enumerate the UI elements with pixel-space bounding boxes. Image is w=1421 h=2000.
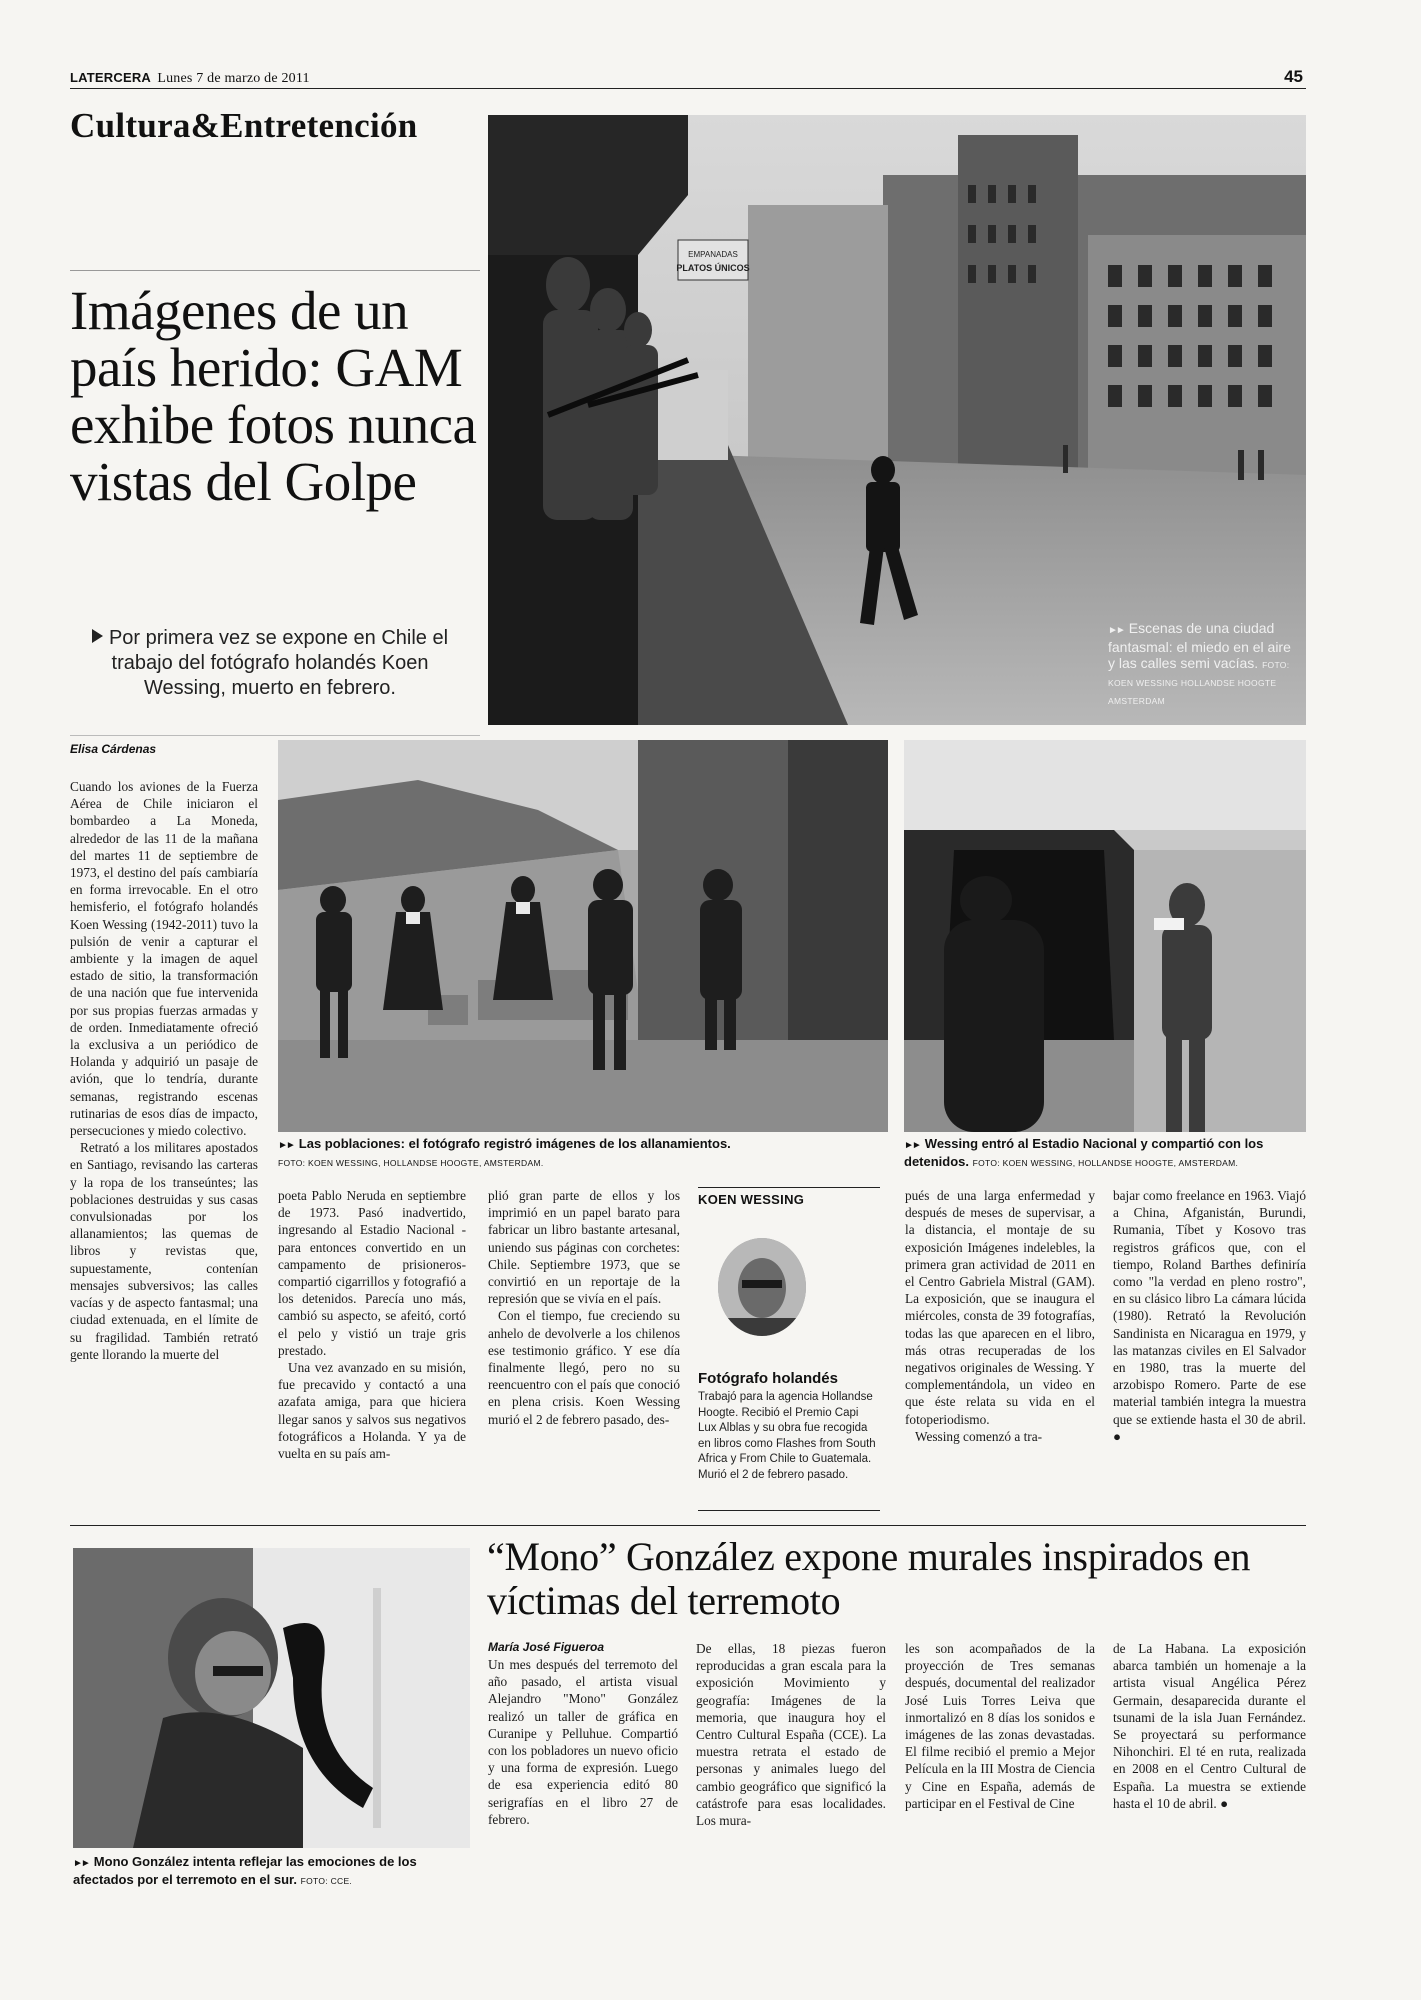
paragraph: Una vez avanzado en su misión, fue precavido y contactó a una azafata amiga, para que hiciera llegar sanos y salvos sus negativos fotográficos a Holanda. Y ya de vuelta en su país am- (278, 1360, 466, 1462)
main-column-5 (1113, 1187, 1306, 1445)
photo-street-soldiers (488, 115, 1306, 725)
top-photo-credit: FOTO: KOEN WESSING HOLLANDSE HOOGTE AMSTERDAM (1108, 660, 1290, 706)
double-arrow-icon: ►► (1108, 625, 1124, 636)
mid-right-caption: ►► Wessing entró al Estadio Nacional y compartió con los detenidos. FOTO: KOEN WESSING, HOLLANDSE HOOGTE, AMSTERDAM. (904, 1136, 1264, 1169)
triangle-bullet-icon (92, 629, 103, 643)
photo-estadio-nacional (904, 740, 1306, 1132)
paragraph: Retrató a los militares apostados en Santiago, revisando las carteras y la ropa de los transeúntes; las poblaciones destruidas y sus casas convulsionadas por los allanamientos; las quemas de libros y revistas que, supuestamente, contenían mensajes subversivos; las calles vacías y de aspecto fantasmal; una ciudad extenuada, en el límite de su fragilidad. También retrató gente llorando la muerte del (70, 1140, 258, 1362)
paragraph: pués de una larga enfermedad y después de meses de supervisar, a la distancia, el montaje de su exposición Imágenes indelebles, la primera gran actividad de 2011 en el Centro Gabriela Mistral (GAM). La exposición, que se inaugura el miércoles, consta de 39 fotografías, todas las que aparecen en el libro, más otras recuperadas de los negativos originales de Wessing. Y complementándola, un video en que éste relata su vida en el fotoperiodismo. (905, 1188, 1095, 1427)
sidebar-bottom-rule (698, 1510, 880, 1511)
paragraph: Un mes después del terremoto del año pasado, el artista visual Alejandro "Mono" González realizó un taller de gráfica en Curanipe y Pelluhue. Compartió con los pobladores un nuevo oficio y una forma de expresión. Luego de esa experiencia editó 80 serigrafías en el libro 27 de febrero. (488, 1657, 678, 1827)
main-column-4 (905, 1187, 1095, 1445)
double-arrow-icon: ►► (904, 1140, 920, 1151)
main-column-3 (488, 1187, 680, 1428)
photo-poblacion-raid (278, 740, 888, 1132)
bottom-caption: ►► Mono González intenta reflejar las emociones de los afectados por el terremoto en el sur. FOTO: CCE. (73, 1854, 417, 1887)
portrait-avatar (718, 1238, 806, 1336)
story-divider (70, 1525, 1306, 1526)
second-column-4 (1113, 1640, 1306, 1812)
paragraph: plió gran parte de ellos y los imprimió en un papel barato para fabricar un libro bastante artesanal, uniendo sus páginas con corchetes: Chile. Septiembre 1973, que se convirtió en un reportaje de la represión que se vivía en el país. (488, 1188, 680, 1307)
deck-text: Por primera vez se expone en Chile el trabajo del fotógrafo holandés Koen Wessing, muerto en febrero. (108, 627, 449, 699)
sidebar-text: Trabajó para la agencia Hollandse Hoogte. Recibió el Premio Capi Lux Alblas y su obra fue recogida en libros como Flashes from South Africa y From Chile to Guatemala. Murió el 2 de febrero pasado. (698, 1391, 876, 1481)
second-headline: “Mono” González expone murales inspirados en víctimas del terremoto (487, 1534, 1251, 1623)
page-number: 45 (1284, 67, 1303, 86)
section-title: Cultura&Entretención (70, 106, 418, 145)
double-arrow-icon: ►► (73, 1858, 89, 1869)
paragraph: Wessing comenzó a tra- (915, 1428, 1043, 1444)
masthead (70, 70, 310, 87)
top-photo-caption: ►► Escenas de una ciudad fantasmal: el miedo en el aire y las calles semi vacías. FOTO: KOEN WESSING HOLLANDSE HOOGTE AMSTERDAM (1108, 620, 1291, 706)
paragraph: les son acompañados de la proyección de Tres semanas después, documental del realizador José Luis Torres Leiva que inmortalizó en 8 días los sonidos e imágenes de las zonas devastadas. El filme recibió el premio a Mejor Película en la III Mostra de Ciencia y Cine en España, además de participar en el Festival de Cine (905, 1641, 1095, 1811)
newspaper-name: LATERCERA (70, 70, 151, 85)
mid-left-credit: FOTO: KOEN WESSING, HOLLANDSE HOOGTE, AMSTERDAM. (278, 1158, 544, 1168)
second-column-2 (696, 1640, 886, 1829)
sidebar-subtitle: Fotógrafo holandés (698, 1370, 838, 1387)
second-byline: María José Figueroa (488, 1640, 605, 1654)
masthead-rule (70, 88, 1306, 89)
main-headline: Imágenes de un país herido: GAM exhibe fotos nunca vistas del Golpe (70, 280, 477, 512)
paragraph: bajar como freelance en 1963. Viajó a China, Afganistán, Burundi, Rumania, Tíbet y Kosovo tras registros gráficos que, con el tiempo, Roland Barthes definiría como "la verdad en pleno rostro", en su clásico libro La cámara lúcida (1980). Retrató la Revolución Sandinista en Nicaragua en 1979, y las matanzas civiles en El Salvador en 1980, tras la muerte del arzobispo Romero. Parte de ese material también integra la muestra que se extiende hasta el 30 de abril. ● (1113, 1188, 1306, 1444)
svg-text:PLATOS ÚNICOS: PLATOS ÚNICOS (676, 263, 750, 273)
photo-mono-gonzalez (73, 1548, 470, 1848)
sidebar-title: KOEN WESSING (698, 1192, 805, 1207)
bottom-credit: FOTO: CCE. (300, 1876, 353, 1886)
paragraph: Con el tiempo, fue creciendo su anhelo de devolverle a los chilenos ese testimonio gráfico. Y ese día finalmente llegó, pero no su reencuentro con el país que conoció en plena crisis. Koen Wessing murió el 2 de febrero pasado, des- (488, 1308, 680, 1427)
double-arrow-icon: ►► (278, 1140, 294, 1151)
mid-left-caption: ►► Las poblaciones: el fotógrafo registró imágenes de los allanamientos. FOTO: KOEN WESSING, HOLLANDSE HOOGTE, AMSTERDAM. (278, 1136, 731, 1168)
sign-text: EMPANADAS (688, 250, 738, 259)
main-column-1 (70, 778, 258, 1363)
deck-divider (70, 735, 480, 736)
second-column-1 (488, 1656, 678, 1828)
sidebar-top-rule (698, 1187, 880, 1188)
issue-date: Lunes 7 de marzo de 2011 (157, 71, 310, 86)
paragraph: poeta Pablo Neruda en septiembre de 1973. Pasó inadvertido, ingresando al Estadio Nacional -para entonces convertido en un campamento de prisioneros- compartió cigarrillos y fotografió a los detenidos. Parecía uno más, cambió su aspecto, se afeitó, cortó el pelo y vistió un traje gris prestado. (278, 1188, 466, 1358)
paragraph: Cuando los aviones de la Fuerza Aérea de Chile iniciaron el bombardeo a La Moneda, alrededor de las 11 de la mañana del martes 11 de septiembre de 1973, el destino del país cambiaría en forma irrevocable. En el otro hemisferio, el fotógrafo holandés Koen Wessing (1942-2011) tuvo la pulsión de venir a capturar el ambiente y la imagen de aquel estado de sitio, la transformación de una nación que fue intervenida por sus propias fuerzas armadas y de orden. Inmediatamente ofreció la exclusiva a un periódico de Holanda y adquirió un pasaje de avión, que lo tendría, durante semanas, registrando escenas rutinarias de esos días de impacto, persecuciones y miedo colectivo. (70, 779, 258, 1139)
main-byline: Elisa Cárdenas (70, 742, 157, 756)
section-divider (70, 270, 480, 271)
mid-right-credit: FOTO: KOEN WESSING, HOLLANDSE HOOGTE, AMSTERDAM. (972, 1158, 1239, 1168)
main-deck (70, 626, 470, 701)
main-column-2 (278, 1187, 466, 1462)
second-column-3 (905, 1640, 1095, 1812)
paragraph: de La Habana. La exposición abarca también un homenaje a la artista visual Angélica Pérez Germain, desaparecida durante el tsunami de la isla Juan Fernández. Se proyectará su performance Nihonchiri. El té en ruta, realizada en 2008 en el Centro Cultural de España. La muestra se extiende hasta el 10 de abril. ● (1113, 1641, 1306, 1811)
paragraph: De ellas, 18 piezas fueron reproducidas a gran escala para la exposición Movimiento y geografía: Imágenes de la memoria, que inaugura hoy el Centro Cultural España (CCE). La muestra retrata el estado de personas y animales luego del cambio geográfico que significó la catástrofe para esas localidades. Los mura- (696, 1641, 886, 1829)
